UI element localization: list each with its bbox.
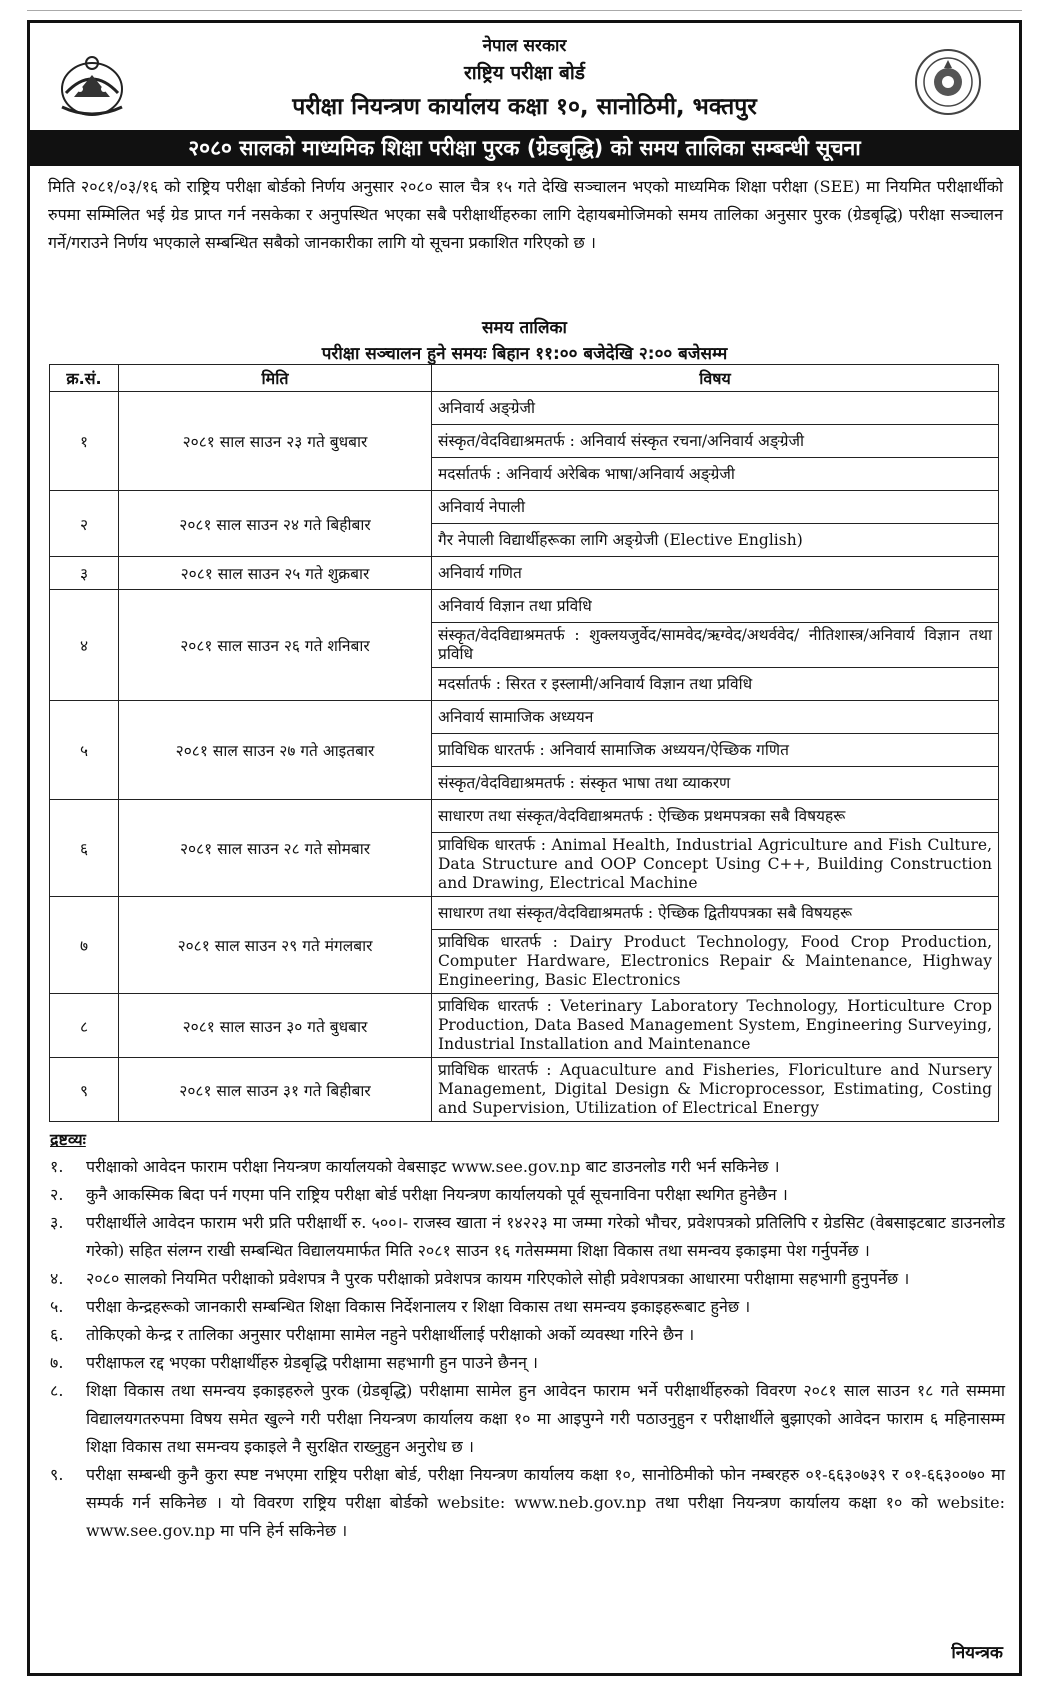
note-text: परीक्षाको आवेदन फाराम परीक्षा नियन्त्रण कार्यालयको वेबसाइट www.see.gov.np बाट डाउनलोड गरी भर्न सकिनेछ । (86, 1157, 780, 1176)
page-top-rule (27, 10, 1022, 11)
header-board: राष्ट्रिय परीक्षा बोर्ड (464, 62, 585, 84)
note-item (50, 1181, 1005, 1209)
notes-heading: द्रष्टव्यः (50, 1130, 86, 1149)
row-subject: अनिवार्य सामाजिक अध्ययन (432, 701, 999, 734)
schedule-table (49, 364, 999, 1122)
note-item (50, 1293, 1005, 1321)
schedule-header-row (50, 365, 999, 392)
row-subject: प्राविधिक धारतर्फ : Animal Health, Industrial Agriculture and Fish Culture, Data Structure and OOP Concept Using C++, Building Construction and Drawing, Electrical Machine (432, 833, 999, 897)
table-row (50, 590, 999, 623)
note-number: १. (50, 1157, 64, 1176)
row-subject: संस्कृत/वेदविद्याश्रमतर्फ : अनिवार्य संस्कृत रचना/अनिवार्य अङ्ग्रेजी (432, 425, 999, 458)
note-number: ७. (50, 1353, 64, 1372)
row-sn: ४ (50, 590, 119, 701)
row-subject: मदर्सातर्फ : अनिवार्य अरेबिक भाषा/अनिवार्य अङ्ग्रेजी (432, 458, 999, 491)
note-item (50, 1349, 1005, 1377)
row-subject: प्राविधिक धारतर्फ : Aquaculture and Fisheries, Floriculture and Nursery Management, Digital Design & Microprocessor, Estimating, Costing and Supervision, Utilization of Electrical Energy (432, 1058, 999, 1122)
schedule-heading: समय तालिका (482, 318, 567, 338)
row-sn: ६ (50, 800, 119, 897)
row-date: २०८१ साल साउन २४ गते बिहीबार (119, 491, 432, 557)
exam-board-seal-icon (913, 47, 983, 117)
note-item (50, 1153, 1005, 1181)
note-text: शिक्षा विकास तथा समन्वय इकाइहरुले पुरक (ग्रेडबृद्धि) परीक्षामा सामेल हुन आवेदन फाराम भर्ने परीक्षार्थीहरुको विवरण २०८१ साल साउन १८ गते सम्ममा विद्यालयगतरुपमा विषय समेत खुल्ने गरी परीक्षा नियन्त्रण कार्यालय कक्षा १० मा आइपुग्ने गरी पठाउनुहुन र परीक्षार्थीले बुझाएको आवेदन फाराम ६ महिनासम्म शिक्षा विकास तथा समन्वय इकाइले नै सुरक्षित राख्नुहुन अनुरोध छ । (86, 1381, 1005, 1456)
row-sn: ७ (50, 897, 119, 994)
row-subject: संस्कृत/वेदविद्याश्रमतर्फ : शुक्लयजुर्वेद/सामवेद/ऋग्वेद/अथर्ववेद/ नीतिशास्त्र/अनिवार्य विज्ञान तथा प्रविधि (432, 623, 999, 668)
table-row (50, 557, 999, 590)
row-subject: साधारण तथा संस्कृत/वेदविद्याश्रमतर्फ : ऐच्छिक द्वितीयपत्रका सबै विषयहरू (432, 897, 999, 930)
note-number: ४. (50, 1269, 64, 1288)
row-subject: प्राविधिक धारतर्फ : अनिवार्य सामाजिक अध्ययन/ऐच्छिक गणित (432, 734, 999, 767)
row-subject: मदर्सातर्फ : सिरत र इस्लामी/अनिवार्य विज्ञान तथा प्रविधि (432, 668, 999, 701)
table-row (50, 897, 999, 930)
row-sn: ३ (50, 557, 119, 590)
row-sn: २ (50, 491, 119, 557)
note-number: ८. (50, 1381, 64, 1400)
table-row (50, 994, 999, 1058)
notice-frame (27, 20, 1022, 1676)
note-item (50, 1377, 1005, 1461)
note-number: ५. (50, 1297, 64, 1316)
row-sn: १ (50, 392, 119, 491)
row-subject: साधारण तथा संस्कृत/वेदविद्याश्रमतर्फ : ऐच्छिक प्रथमपत्रका सबै विषयहरू (432, 800, 999, 833)
row-date: २०८१ साल साउन २५ गते शुक्रबार (119, 557, 432, 590)
intro-paragraph: मिति २०८१/०३/१६ को राष्ट्रिय परीक्षा बोर्डको निर्णय अनुसार २०८० साल चैत्र १५ गते देखि सञ्चालन भएको माध्यमिक शिक्षा परीक्षा (SEE) मा नियमित परीक्षार्थीको रुपमा सम्मिलित भई ग्रेड प्राप्त गर्न नसकेका र अनुपस्थित भएका सबै परीक्षार्थीहरुका लागि देहायबमोजिमको समय तालिका अनुसार पुरक (ग्रेडबृद्धि) परीक्षा सञ्चालन गर्ने/गराउने निर्णय भएकाले सम्बन्धित सबैको जानकारीका लागि यो सूचना प्रकाशित गरिएको छ । (48, 177, 1003, 252)
header-office: परीक्षा नियन्त्रण कार्यालय कक्षा १०, सानोठिमी, भक्तपुर (292, 94, 757, 120)
table-row (50, 392, 999, 425)
row-date: २०८१ साल साउन ३० गते बुधबार (119, 994, 432, 1058)
row-sn: ९ (50, 1058, 119, 1122)
row-subject: प्राविधिक धारतर्फ : Dairy Product Technology, Food Crop Production, Computer Hardware, Electronics Repair & Maintenance, Highway Engineering, Basic Electronics (432, 930, 999, 994)
row-date: २०८१ साल साउन २३ गते बुधबार (119, 392, 432, 491)
note-number: ३. (50, 1213, 64, 1232)
row-date: २०८१ साल साउन २७ गते आइतबार (119, 701, 432, 800)
table-row (50, 491, 999, 524)
row-subject: संस्कृत/वेदविद्याश्रमतर्फ : संस्कृत भाषा तथा व्याकरण (432, 767, 999, 800)
row-subject: प्राविधिक धारतर्फ : Veterinary Laboratory Technology, Horticulture Crop Production, Data Based Management System, Engineering Surveying, Industrial Installation and Maintenance (432, 994, 999, 1058)
row-subject: अनिवार्य नेपाली (432, 491, 999, 524)
note-text: परीक्षा केन्द्रहरूको जानकारी सम्बन्धित शिक्षा विकास निर्देशनालय र शिक्षा विकास तथा समन्वय इकाइहरूबाट हुनेछ । (86, 1297, 751, 1316)
note-number: ६. (50, 1325, 64, 1344)
header-government: नेपाल सरकार (482, 36, 567, 56)
note-text: परीक्षार्थीले आवेदन फाराम भरी प्रति परीक्षार्थी रु. ५००।- राजस्व खाता नं १४२२३ मा जम्मा गरेको भौचर, प्रवेशपत्रको प्रतिलिपि र ग्रेडसिट (वेबसाइटबाट डाउनलोड गरेको) सहित संलग्न राखी सम्बन्धित विद्यालयमार्फत मिति २०८१ साउन १६ गतेसम्ममा शिक्षा विकास तथा समन्वय इकाइमा पेश गर्नुपर्नेछ । (86, 1213, 1005, 1260)
col-header-sn: क्र.सं. (50, 365, 119, 392)
notice-header (30, 23, 1019, 128)
row-sn: ५ (50, 701, 119, 800)
note-text: परीक्षा सम्बन्धी कुनै कुरा स्पष्ट नभएमा राष्ट्रिय परीक्षा बोर्ड, परीक्षा नियन्त्रण कार्यालय कक्षा १०, सानोठिमीको फोन नम्बरहरु ०१-६६३०७३९ र ०१-६६३००७० मा सम्पर्क गर्न सकिनेछ । यो विवरण राष्ट्रिय परीक्षा बोर्डको website: www.neb.gov.np तथा परीक्षा नियन्त्रण कार्यालय कक्षा १० को website: www.see.gov.np मा पनि हेर्न सकिनेछ । (86, 1465, 1005, 1540)
row-date: २०८१ साल साउन २६ गते शनिबार (119, 590, 432, 701)
signature: नियन्त्रक (951, 1643, 1003, 1663)
note-number: २. (50, 1185, 64, 1204)
table-row (50, 1058, 999, 1122)
row-subject: अनिवार्य विज्ञान तथा प्रविधि (432, 590, 999, 623)
row-subject: अनिवार्य अङ्ग्रेजी (432, 392, 999, 425)
notice-title: २०८० सालको माध्यमिक शिक्षा परीक्षा पुरक (ग्रेडबृद्धि) को समय तालिका सम्बन्धी सूचना (30, 130, 1019, 166)
note-text: २०८० सालको नियमित परीक्षाको प्रवेशपत्र नै पुरक परीक्षाको प्रवेशपत्र कायम गरिएकोले सोही प्रवेशपत्रका आधारमा परीक्षामा सहभागी हुनुपर्नेछ । (86, 1269, 910, 1288)
schedule-body (50, 392, 999, 1122)
row-subject: अनिवार्य गणित (432, 557, 999, 590)
note-text: कुनै आकस्मिक बिदा पर्न गएमा पनि राष्ट्रिय परीक्षा बोर्ड परीक्षा नियन्त्रण कार्यालयको पूर्व सूचनाविना परीक्षा स्थगित हुनेछैन । (86, 1185, 788, 1204)
row-date: २०८१ साल साउन २८ गते सोमबार (119, 800, 432, 897)
notes-list (50, 1153, 1005, 1545)
row-date: २०८१ साल साउन २९ गते मंगलबार (119, 897, 432, 994)
row-date: २०८१ साल साउन ३१ गते बिहीबार (119, 1058, 432, 1122)
note-item (50, 1321, 1005, 1349)
note-item (50, 1461, 1005, 1545)
row-sn: ८ (50, 994, 119, 1058)
note-item (50, 1265, 1005, 1293)
row-subject: गैर नेपाली विद्यार्थीहरूका लागि अङ्ग्रेजी (Elective English) (432, 524, 999, 557)
col-header-date: मिति (119, 365, 432, 392)
note-number: ९. (50, 1465, 64, 1484)
note-item (50, 1209, 1005, 1265)
col-header-subject: विषय (432, 365, 999, 392)
note-text: तोकिएको केन्द्र र तालिका अनुसार परीक्षामा सामेल नहुने परीक्षार्थीलाई परीक्षाको अर्को व्यवस्था गरिने छैन । (86, 1325, 695, 1344)
table-row (50, 800, 999, 833)
schedule-time: परीक्षा सञ्चालन हुने समयः बिहान ११:०० बजेदेखि २:०० बजेसम्म (321, 344, 728, 364)
note-text: परीक्षाफल रद्द भएका परीक्षार्थीहरु ग्रेडबृद्धि परीक्षामा सहभागी हुन पाउने छैनन् । (86, 1353, 538, 1372)
table-row (50, 701, 999, 734)
